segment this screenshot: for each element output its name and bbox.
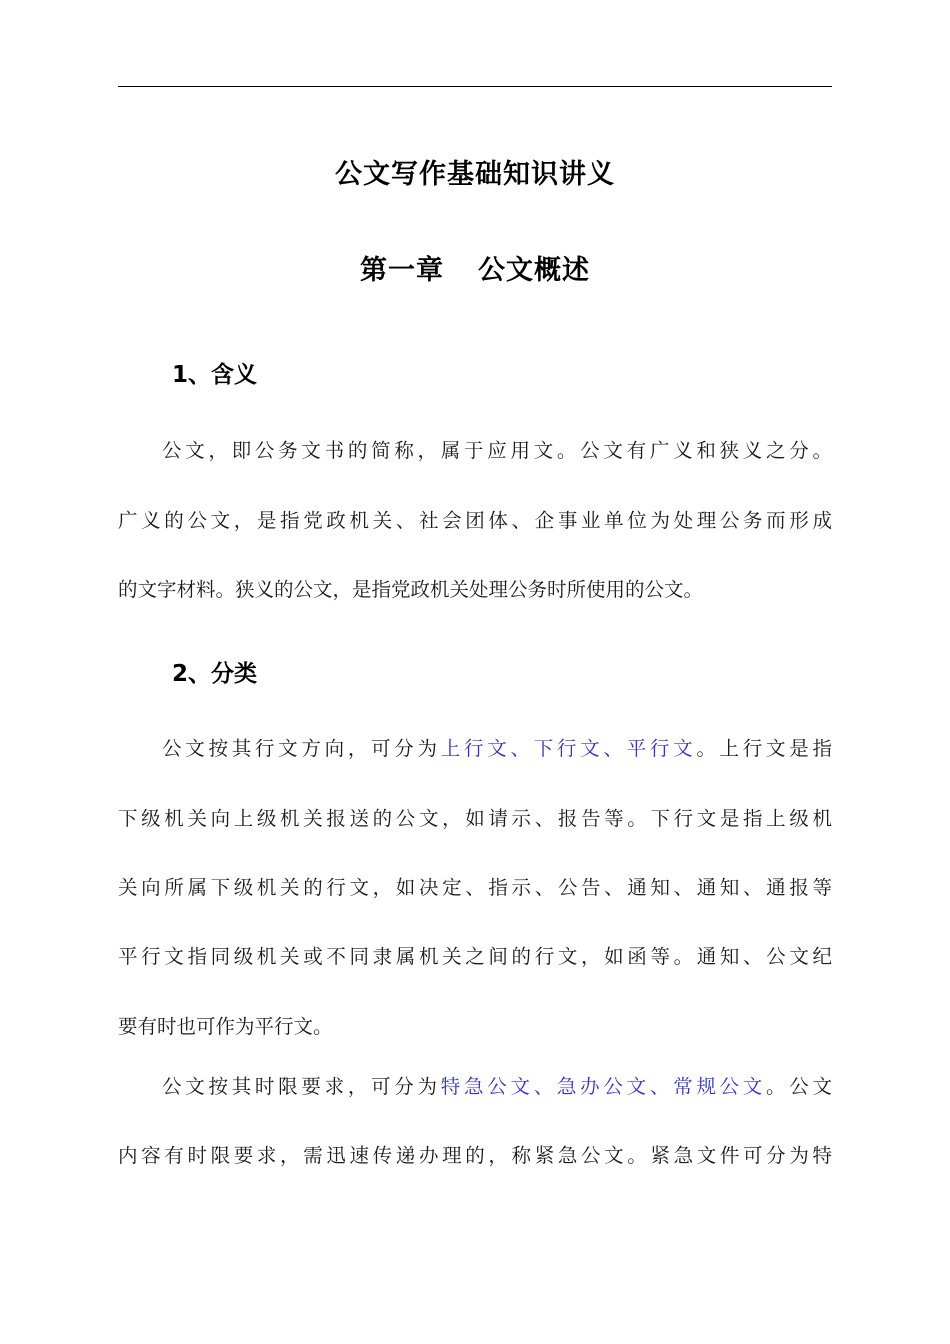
text-run: 公文按其时限要求，可分为 xyxy=(162,1075,441,1098)
section-heading-classification: 2、分类 xyxy=(172,661,258,687)
paragraph-line: 的文字材料。狭义的公文，是指党政机关处理公务时所使用的公文。 xyxy=(118,578,704,601)
paragraph-line xyxy=(162,1072,832,1102)
chapter-label: 第一章 xyxy=(360,255,444,286)
paragraph-line xyxy=(162,734,832,764)
paragraph-line: 广义的公文，是指党政机关、社会团体、企事业单位为处理公务而形成 xyxy=(118,509,832,532)
paragraph-line: 关向所属下级机关的行文，如决定、指示、公告、通知、通知、通报等 xyxy=(118,876,832,899)
text-run: 。公文 xyxy=(766,1075,832,1098)
chapter-name: 公文概述 xyxy=(478,255,590,286)
paragraph-line: 内容有时限要求，需迅速传递办理的，称紧急公文。紧急文件可分为特 xyxy=(118,1144,832,1167)
text-run: 公文按其行文方向，可分为 xyxy=(162,737,441,760)
paragraph-line: 公文，即公务文书的简称，属于应用文。公文有广义和狭义之分。 xyxy=(162,439,832,462)
highlighted-categories: 特急公文、急办公文、常规公文 xyxy=(440,1075,767,1098)
text-run: 。上行文是指 xyxy=(696,737,832,760)
highlighted-categories: 上行文、下行文、平行文 xyxy=(440,737,697,760)
chapter-title xyxy=(0,248,950,287)
paragraph-line: 平行文指同级机关或不同隶属机关之间的行文，如函等。通知、公文纪 xyxy=(118,945,832,968)
header-rule xyxy=(118,86,832,87)
section-heading-meaning: 1、含义 xyxy=(172,362,258,388)
paragraph-line: 下级机关向上级机关报送的公文，如请示、报告等。下行文是指上级机 xyxy=(118,807,832,830)
document-title: 公文写作基础知识讲义 xyxy=(335,159,615,190)
paragraph-line: 要有时也可作为平行文。 xyxy=(118,1015,333,1038)
